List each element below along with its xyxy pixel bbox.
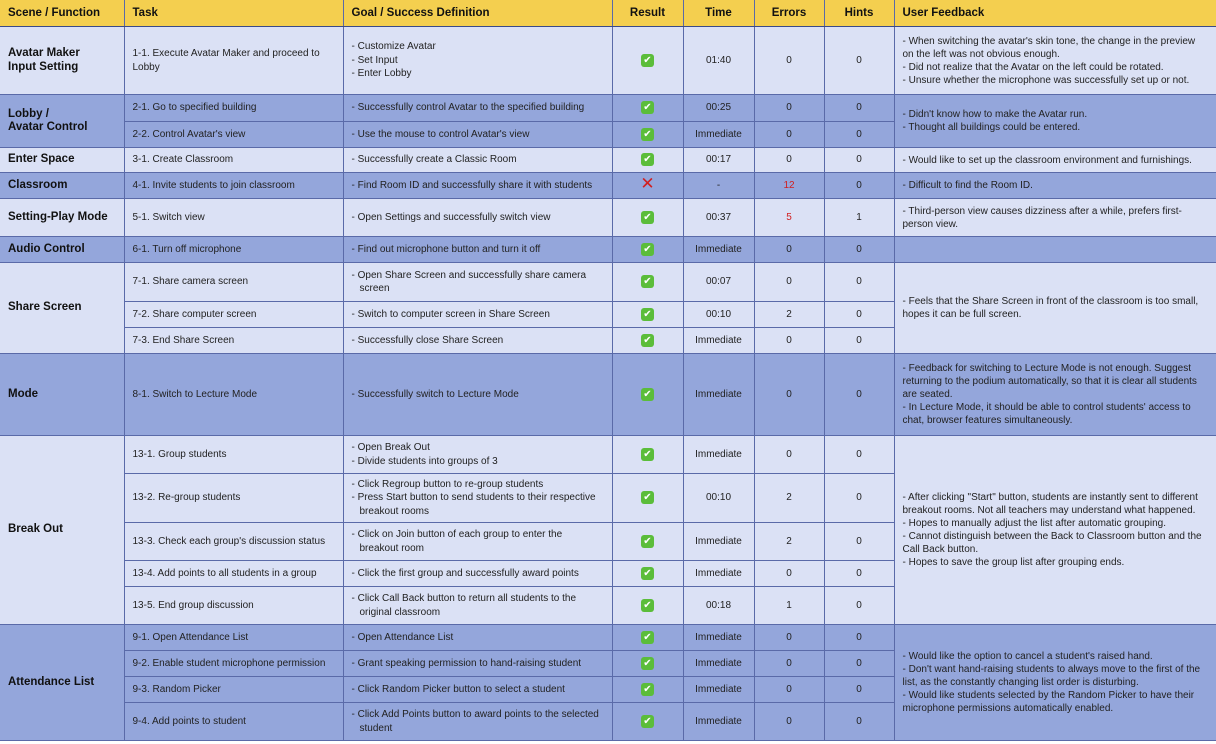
task-cell: 13-5. End group discussion: [124, 587, 343, 625]
header-time: Time: [683, 0, 754, 27]
hints-cell: 0: [824, 173, 894, 199]
errors-cell: 0: [754, 625, 824, 651]
result-cell: [612, 587, 683, 625]
text-line: Break Out: [8, 523, 63, 536]
result-cell: [612, 625, 683, 651]
table-row: [0, 354, 1216, 436]
table-body: [0, 27, 1216, 741]
text-line: - In Lecture Mode, it should be able to control students' access to chat, browser features simultaneously.: [902, 402, 1191, 426]
check-icon: ✔: [641, 101, 654, 114]
scene-cell: [0, 148, 124, 173]
scene-cell: [0, 436, 124, 625]
errors-cell: 0: [754, 703, 824, 741]
check-icon: ✔: [641, 153, 654, 166]
goal-cell: [343, 561, 612, 587]
time-cell: Immediate: [683, 122, 754, 148]
goal-cell: [343, 237, 612, 263]
task-cell: 5-1. Switch view: [124, 199, 343, 237]
time-cell: Immediate: [683, 328, 754, 354]
goal-cell: [343, 651, 612, 677]
text-line: - Hopes to save the group list after grouping ends.: [902, 557, 1125, 568]
goal-cell: [343, 95, 612, 122]
text-line: - Third-person view causes dizziness after a while, prefers first-person view.: [902, 205, 1182, 230]
check-icon: ✔: [641, 683, 654, 696]
header-task: Task: [124, 0, 343, 27]
hints-cell: 1: [824, 199, 894, 237]
time-cell: 00:37: [683, 199, 754, 237]
check-icon: ✔: [641, 715, 654, 728]
hints-cell: 0: [824, 122, 894, 148]
text-line: - Cannot distinguish between the Back to Classroom button and the Call Back button.: [902, 531, 1202, 555]
feedback-cell: [894, 199, 1216, 237]
time-cell: Immediate: [683, 703, 754, 741]
scene-cell: [0, 237, 124, 263]
task-cell: 9-1. Open Attendance List: [124, 625, 343, 651]
text-line: - Open Break Out: [351, 442, 430, 453]
text-line: Audio Control: [8, 242, 85, 255]
hints-cell: 0: [824, 354, 894, 436]
task-cell: 7-1. Share camera screen: [124, 263, 343, 302]
text-line: - Did not realize that the Avatar on the left could be rotated.: [902, 61, 1164, 73]
text-line: - Switch to computer screen in Share Screen: [351, 308, 550, 320]
text-line: - Open Settings and successfully switch view: [351, 211, 551, 223]
result-cell: [612, 263, 683, 302]
feedback-cell: [894, 237, 1216, 263]
result-cell: [612, 354, 683, 436]
check-icon: ✔: [641, 599, 654, 612]
goal-cell: [343, 263, 612, 302]
check-icon: ✔: [641, 275, 654, 288]
check-icon: ✔: [641, 128, 654, 141]
header-scene: Scene / Function: [0, 0, 124, 27]
scene-cell: [0, 625, 124, 741]
header-hints: Hints: [824, 0, 894, 27]
header-row: [0, 0, 1216, 27]
hints-cell: 0: [824, 561, 894, 587]
time-cell: 01:40: [683, 27, 754, 95]
result-cell: [612, 173, 683, 199]
task-cell: 7-2. Share computer screen: [124, 302, 343, 328]
time-cell: 00:10: [683, 474, 754, 523]
task-cell: 1-1. Execute Avatar Maker and proceed to Lobby: [124, 27, 343, 95]
text-line: - Open Attendance List: [351, 631, 454, 643]
hints-cell: 0: [824, 436, 894, 474]
hints-cell: 0: [824, 677, 894, 703]
text-line: Share Screen: [8, 301, 82, 314]
hints-cell: 0: [824, 523, 894, 561]
time-cell: Immediate: [683, 237, 754, 263]
table-row: [0, 263, 1216, 302]
text-line: - Find Room ID and successfully share it with students: [351, 179, 593, 191]
text-line: Classroom: [8, 178, 68, 191]
goal-cell: [343, 148, 612, 173]
task-cell: 6-1. Turn off microphone: [124, 237, 343, 263]
time-cell: Immediate: [683, 651, 754, 677]
goal-cell: [343, 122, 612, 148]
feedback-cell: [894, 354, 1216, 436]
goal-cell: [343, 354, 612, 436]
hints-cell: 0: [824, 263, 894, 302]
scene-cell: [0, 354, 124, 436]
text-line: - Find out microphone button and turn it off: [351, 243, 541, 255]
check-icon: ✔: [641, 54, 654, 67]
errors-cell: 0: [754, 328, 824, 354]
check-icon: ✔: [641, 631, 654, 644]
time-cell: Immediate: [683, 523, 754, 561]
header-errors: Errors: [754, 0, 824, 27]
result-cell: [612, 122, 683, 148]
task-cell: 4-1. Invite students to join classroom: [124, 173, 343, 199]
scene-cell: [0, 173, 124, 199]
goal-cell: [343, 199, 612, 237]
table-row: [0, 237, 1216, 263]
errors-cell: 12: [754, 173, 824, 199]
errors-cell: 1: [754, 587, 824, 625]
text-line: - Feedback for switching to Lecture Mode is not enough. Suggest returning to the podium automatically, so that it is clear all students are seated.: [902, 363, 1197, 400]
check-icon: ✔: [641, 308, 654, 321]
errors-cell: 0: [754, 237, 824, 263]
feedback-cell: [894, 436, 1216, 625]
scene-cell: [0, 27, 124, 95]
time-cell: 00:25: [683, 95, 754, 122]
result-cell: [612, 27, 683, 95]
table-row: [0, 95, 1216, 122]
text-line: - Would like the option to cancel a student's raised hand.: [902, 651, 1153, 662]
text-line: - Click on Join button of each group to enter the breakout room: [351, 529, 563, 554]
goal-cell: [343, 677, 612, 703]
hints-cell: 0: [824, 302, 894, 328]
goal-cell: [343, 302, 612, 328]
text-line: Avatar Control: [8, 121, 88, 133]
task-cell: 9-2. Enable student microphone permission: [124, 651, 343, 677]
feedback-cell: [894, 173, 1216, 199]
task-cell: 9-4. Add points to student: [124, 703, 343, 741]
cross-icon: ✕: [640, 174, 655, 194]
feedback-cell: [894, 27, 1216, 95]
text-line: - Grant speaking permission to hand-raising student: [351, 657, 582, 669]
errors-cell: 0: [754, 95, 824, 122]
text-line: - Click Regroup button to re-group students: [351, 478, 544, 490]
text-line: - Would like students selected by the Random Picker to have their microphone permissions automatically enabled.: [902, 690, 1195, 714]
task-cell: 13-2. Re-group students: [124, 474, 343, 523]
result-cell: [612, 703, 683, 741]
errors-cell: 0: [754, 677, 824, 703]
text-line: Enter Space: [8, 153, 75, 166]
goal-cell: [343, 173, 612, 199]
text-line: - Difficult to find the Room ID.: [902, 180, 1033, 191]
text-line: - Click Random Picker button to select a student: [351, 683, 565, 695]
errors-cell: 0: [754, 122, 824, 148]
table-row: [0, 625, 1216, 651]
errors-cell: 0: [754, 651, 824, 677]
errors-cell: 2: [754, 474, 824, 523]
text-line: Lobby /: [8, 107, 49, 120]
text-line: - Thought all buildings could be entered.: [902, 122, 1081, 133]
text-line: - Would like to set up the classroom environment and furnishings.: [902, 154, 1192, 166]
goal-cell: [343, 523, 612, 561]
result-cell: [612, 148, 683, 173]
errors-cell: 0: [754, 148, 824, 173]
task-cell: 7-3. End Share Screen: [124, 328, 343, 354]
time-cell: 00:07: [683, 263, 754, 302]
hints-cell: 0: [824, 587, 894, 625]
feedback-cell: [894, 263, 1216, 354]
header-goal: Goal / Success Definition: [343, 0, 612, 27]
check-icon: ✔: [641, 535, 654, 548]
text-line: - When switching the avatar's skin tone, the change in the preview on the left was not obvious enough.: [902, 35, 1196, 60]
text-line: - Feels that the Share Screen in front of the classroom is too small, hopes it can be full screen.: [902, 296, 1199, 320]
text-line: - After clicking "Start" button, students are instantly sent to different breakout rooms. Not all teachers may understand what happened.: [902, 492, 1198, 516]
check-icon: ✔: [641, 491, 654, 504]
goal-cell: [343, 328, 612, 354]
text-line: - Unsure whether the microphone was successfully set up or not.: [902, 74, 1190, 86]
scene-cell: [0, 263, 124, 354]
text-line: - Click Add Points button to award points to the selected student: [351, 709, 599, 734]
check-icon: ✔: [641, 388, 654, 401]
hints-cell: 0: [824, 237, 894, 263]
errors-cell: 0: [754, 561, 824, 587]
table-row: [0, 199, 1216, 237]
task-cell: 9-3. Random Picker: [124, 677, 343, 703]
text-line: - Didn't know how to make the Avatar run.: [902, 109, 1088, 120]
check-icon: ✔: [641, 211, 654, 224]
time-cell: Immediate: [683, 625, 754, 651]
goal-cell: [343, 436, 612, 474]
text-line: - Successfully control Avatar to the specified building: [351, 102, 585, 114]
task-cell: 3-1. Create Classroom: [124, 148, 343, 173]
text-line: - Successfully close Share Screen: [351, 334, 504, 346]
hints-cell: 0: [824, 148, 894, 173]
hints-cell: 0: [824, 651, 894, 677]
check-icon: ✔: [641, 448, 654, 461]
result-cell: [612, 199, 683, 237]
task-cell: 2-2. Control Avatar's view: [124, 122, 343, 148]
goal-cell: [343, 474, 612, 523]
result-cell: [612, 328, 683, 354]
goal-cell: [343, 625, 612, 651]
result-cell: [612, 302, 683, 328]
check-icon: ✔: [641, 657, 654, 670]
hints-cell: 0: [824, 703, 894, 741]
text-line: - Don't want hand-raising students to always move to the first of the list, as the constantly changing list order is disturbing.: [902, 664, 1201, 688]
task-cell: 2-1. Go to specified building: [124, 95, 343, 122]
header-result: Result: [612, 0, 683, 27]
scene-cell: [0, 199, 124, 237]
hints-cell: 0: [824, 328, 894, 354]
errors-cell: 0: [754, 436, 824, 474]
table-row: [0, 436, 1216, 474]
text-line: - Successfully create a Classic Room: [351, 154, 517, 166]
goal-cell: [343, 587, 612, 625]
table-row: [0, 173, 1216, 199]
goal-cell: [343, 703, 612, 741]
result-cell: [612, 677, 683, 703]
text-line: - Successfully switch to Lecture Mode: [351, 388, 519, 400]
task-cell: 13-4. Add points to all students in a group: [124, 561, 343, 587]
hints-cell: 0: [824, 625, 894, 651]
time-cell: -: [683, 173, 754, 199]
text-line: Mode: [8, 387, 39, 400]
text-line: Input Setting: [8, 60, 79, 73]
hints-cell: 0: [824, 27, 894, 95]
result-cell: [612, 237, 683, 263]
check-icon: ✔: [641, 243, 654, 256]
text-line: - Open Share Screen and successfully share camera screen: [351, 269, 587, 294]
result-cell: [612, 95, 683, 122]
text-line: - Divide students into groups of 3: [351, 455, 498, 467]
time-cell: 00:10: [683, 302, 754, 328]
errors-cell: 0: [754, 263, 824, 302]
time-cell: 00:17: [683, 148, 754, 173]
text-line: - Click Call Back button to return all students to the original classroom: [351, 593, 577, 618]
time-cell: Immediate: [683, 561, 754, 587]
text-line: - Click the first group and successfully award points: [351, 567, 579, 579]
result-cell: [612, 523, 683, 561]
result-cell: [612, 651, 683, 677]
table-row: [0, 27, 1216, 95]
text-line: Attendance List: [8, 675, 95, 688]
scene-cell: [0, 95, 124, 148]
feedback-cell: [894, 95, 1216, 148]
result-cell: [612, 474, 683, 523]
check-icon: ✔: [641, 334, 654, 347]
result-cell: [612, 436, 683, 474]
errors-cell: 0: [754, 27, 824, 95]
check-icon: ✔: [641, 567, 654, 580]
time-cell: 00:18: [683, 587, 754, 625]
errors-cell: 2: [754, 302, 824, 328]
result-cell: [612, 561, 683, 587]
text-line: - Use the mouse to control Avatar's view: [351, 128, 530, 140]
text-line: Avatar Maker: [8, 47, 80, 59]
errors-cell: 5: [754, 199, 824, 237]
errors-cell: 2: [754, 523, 824, 561]
hints-cell: 0: [824, 474, 894, 523]
errors-cell: 0: [754, 354, 824, 436]
feedback-cell: [894, 148, 1216, 173]
time-cell: Immediate: [683, 436, 754, 474]
task-cell: 13-3. Check each group's discussion status: [124, 523, 343, 561]
header-feedback: User Feedback: [894, 0, 1216, 27]
text-line: Setting-Play Mode: [8, 210, 108, 223]
table-row: [0, 148, 1216, 173]
task-cell: 8-1. Switch to Lecture Mode: [124, 354, 343, 436]
text-line: - Press Start button to send students to their respective breakout rooms: [351, 492, 596, 517]
text-line: - Customize Avatar: [351, 41, 436, 53]
feedback-cell: [894, 625, 1216, 741]
time-cell: Immediate: [683, 677, 754, 703]
time-cell: Immediate: [683, 354, 754, 436]
hints-cell: 0: [824, 95, 894, 122]
text-line: - Set Input: [351, 54, 398, 66]
text-line: - Enter Lobby: [351, 68, 412, 80]
goal-cell: [343, 27, 612, 95]
text-line: - Hopes to manually adjust the list after automatic grouping.: [902, 518, 1166, 529]
task-cell: 13-1. Group students: [124, 436, 343, 474]
